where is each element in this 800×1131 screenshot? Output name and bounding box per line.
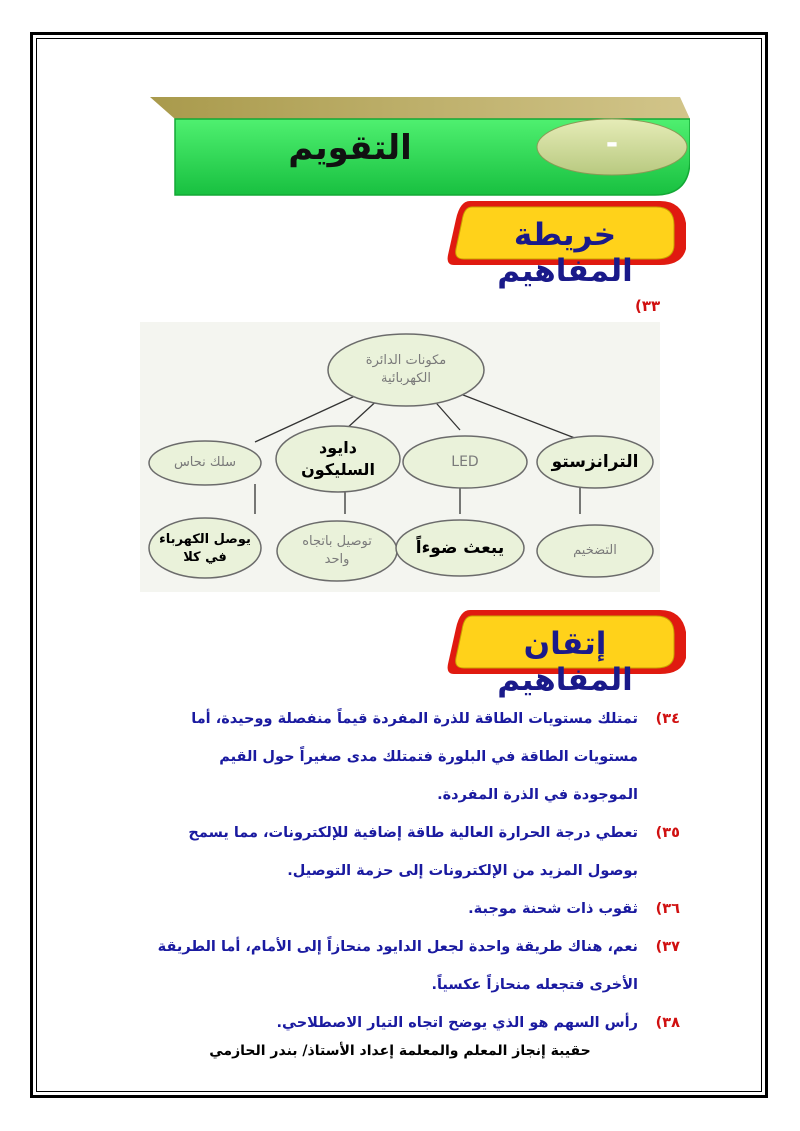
node-copper-wire: سلك نحاس [173, 455, 237, 471]
mastery-heading: إتقان المفاهيم [497, 626, 633, 698]
node-circuit-components: مكونات الدائرة الكهربائية [365, 353, 447, 386]
node-emits-light: يبعث ضوءاً [415, 537, 505, 558]
answer-35: ٣٥) تعطي درجة الحرارة العالية طاقة إضافية للإلكترونات، مما يسمح بوصول المزيد من الإلكترونات إلى حزمة التوصيل. [188, 825, 680, 879]
concept-map [140, 322, 660, 592]
answer-36: ٣٦) ثقوب ذات شحنة موجبة. [468, 901, 680, 917]
title-marker: - [605, 126, 619, 161]
node-one-way-conduction: توصيل باتجاه واحد [302, 534, 372, 567]
page-footer: حقيبة إنجاز المعلم والمعلمة إعداد الأستاذ/ بندر الحازمي [209, 1043, 591, 1059]
node-transistor: الترانزستو [551, 451, 639, 472]
answers-list [150, 700, 680, 1042]
question-number-33: ٣٣) [635, 297, 661, 315]
answer-34: ٣٤) تمتلك مستويات الطاقة للذرة المفردة قيماً منفصلة ووحيدة، أما مستويات الطاقة في البلورة فتمتلك مدى صغيراً حول القيم الموجودة في الذرة المفردة. [191, 711, 680, 803]
node-led: LED [451, 453, 479, 470]
concept-map-heading: خريطة المفاهيم [497, 217, 633, 289]
page-title: التقويم [288, 128, 412, 168]
node-silicon-diode: دايود السليكون [301, 438, 375, 479]
answer-38: ٣٨) رأس السهم هو الذي يوضح اتجاه التيار الاصطلاحي. [276, 1015, 680, 1031]
answer-37: ٣٧) نعم، هناك طريقة واحدة لجعل الدايود منحازاً إلى الأمام، أما الطريقة الأخرى فتجعله منحازاً عكسياً. [157, 939, 680, 993]
node-conducts-both-ways: يوصل الكهرباء في كلا [159, 532, 251, 565]
node-amplification: التضخيم [573, 543, 617, 559]
